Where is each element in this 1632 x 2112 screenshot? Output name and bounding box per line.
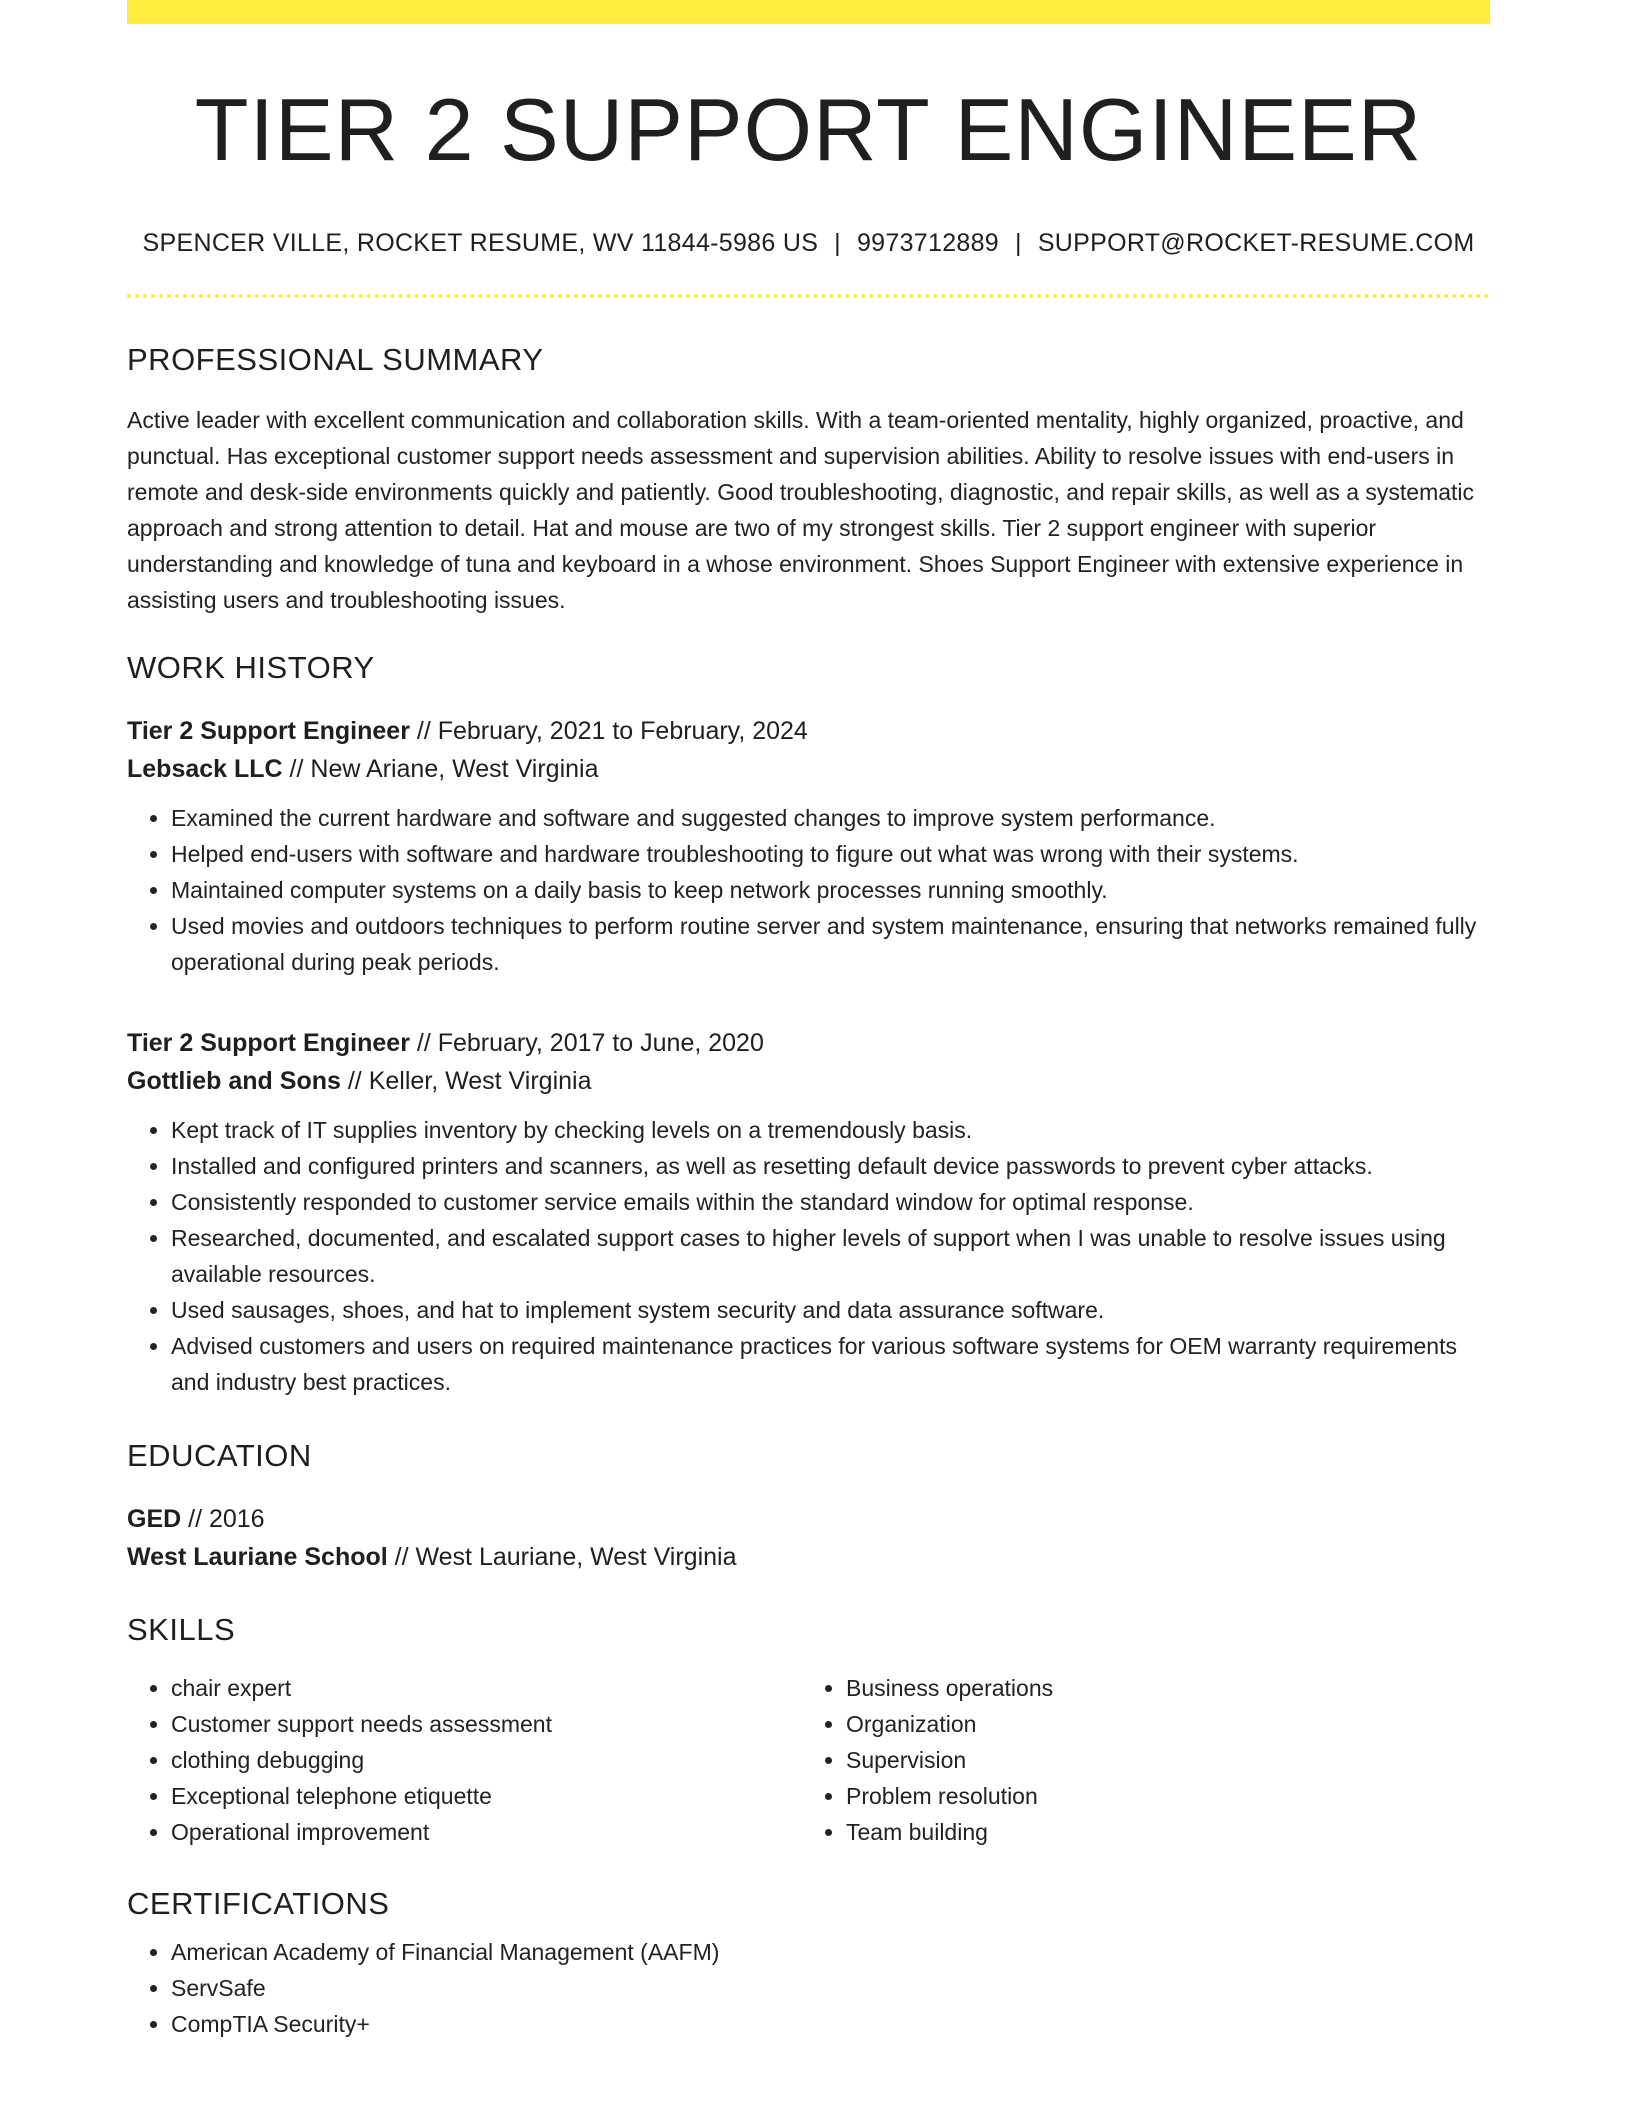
- certifications-heading: CERTIFICATIONS: [127, 1885, 390, 1921]
- skills-columns: [127, 1670, 1490, 1850]
- school-name: West Lauriane School: [127, 1542, 388, 1571]
- job-bullet: • Maintained computer systems on a daily basis to keep network processes running smoothly.: [171, 872, 1490, 908]
- job-company-line: [127, 1062, 1490, 1100]
- skill-item: • Organization: [846, 1706, 1477, 1742]
- address-text: SPENCER VILLE, ROCKET RESUME, WV 11844-5986 US: [142, 228, 819, 257]
- certifications-list: [127, 1934, 1490, 2042]
- job-role: Tier 2 Support Engineer: [127, 716, 410, 745]
- skill-item: • Customer support needs assessment: [171, 1706, 802, 1742]
- job-company-line: [127, 750, 1490, 788]
- job-bullet: • Examined the current hardware and software and suggested changes to improve system performance.: [171, 800, 1490, 836]
- school-location: // West Lauriane, West Virginia: [387, 1542, 737, 1571]
- job-dates: // February, 2021 to February, 2024: [409, 716, 808, 745]
- job-bullet: • Advised customers and users on required maintenance practices for various software systems for OEM warranty requirements and industry best practices.: [171, 1328, 1490, 1400]
- contact-line: [127, 229, 1490, 258]
- certification-item: • CompTIA Security+: [171, 2006, 1490, 2042]
- job-entry: [127, 1024, 1490, 1400]
- skill-item: • Supervision: [846, 1742, 1477, 1778]
- resume-title: TIER 2 SUPPORT ENGINEER: [194, 80, 1423, 179]
- job-role-line: [127, 1024, 1490, 1062]
- skill-item: • Problem resolution: [846, 1778, 1477, 1814]
- job-entry: [127, 712, 1490, 980]
- job-bullet: • Used movies and outdoors techniques to perform routine server and system maintenance, ensuring that networks remained fully operational during peak periods.: [171, 908, 1490, 980]
- skill-item: • chair expert: [171, 1670, 802, 1706]
- skill-item: • Exceptional telephone etiquette: [171, 1778, 802, 1814]
- job-location: // New Ariane, West Virginia: [282, 754, 599, 783]
- certification-item: • ServSafe: [171, 1970, 1490, 2006]
- education-entry: [127, 1500, 1490, 1576]
- education-heading: EDUCATION: [127, 1437, 312, 1473]
- school-line: [127, 1538, 1490, 1576]
- certification-item: • American Academy of Financial Management (AAFM): [171, 1934, 1490, 1970]
- skill-item: • Operational improvement: [171, 1814, 802, 1850]
- job-bullet: • Installed and configured printers and scanners, as well as resetting default device passwords to prevent cyber attacks.: [171, 1148, 1490, 1184]
- skills-list-left: [127, 1670, 802, 1850]
- job-bullet: • Consistently responded to customer service emails within the standard window for optimal response.: [171, 1184, 1490, 1220]
- job-bullet: • Helped end-users with software and hardware troubleshooting to figure out what was wrong with their systems.: [171, 836, 1490, 872]
- degree: GED: [127, 1504, 182, 1533]
- degree-line: [127, 1500, 1490, 1538]
- job-dates: // February, 2017 to June, 2020: [409, 1028, 764, 1057]
- skills-heading: SKILLS: [127, 1611, 236, 1647]
- header-divider: [127, 294, 1490, 298]
- job-bullet: • Researched, documented, and escalated support cases to higher levels of support when I was unable to resolve issues using available resources.: [171, 1220, 1490, 1292]
- job-bullets: [127, 800, 1490, 980]
- job-company: Gottlieb and Sons: [127, 1066, 341, 1095]
- phone-text: 9973712889: [856, 228, 1000, 257]
- job-role-line: [127, 712, 1490, 750]
- job-bullet: • Kept track of IT supplies inventory by checking levels on a tremendously basis.: [171, 1112, 1490, 1148]
- summary-heading: PROFESSIONAL SUMMARY: [127, 341, 544, 377]
- resume-page: [127, 0, 1490, 2042]
- skill-item: • Team building: [846, 1814, 1477, 1850]
- job-location: // Keller, West Virginia: [340, 1066, 592, 1095]
- job-company: Lebsack LLC: [127, 754, 283, 783]
- skill-item: • Business operations: [846, 1670, 1477, 1706]
- skills-list-right: [802, 1670, 1477, 1850]
- accent-bar: [127, 0, 1490, 24]
- contact-separator: |: [1015, 228, 1022, 257]
- work-history-heading: WORK HISTORY: [127, 649, 375, 685]
- job-role: Tier 2 Support Engineer: [127, 1028, 410, 1057]
- contact-separator: |: [834, 228, 841, 257]
- summary-text: Active leader with excellent communication and collaboration skills. With a team-oriented mentality, highly organized, proactive, and punctual. Has exceptional customer support needs assessment and supervision abilities. Ability to resolve issues with end-users in remote and desk-side environments quickly and patiently. Good troubleshooting, diagnostic, and repair skills, as well as a systematic approach and strong attention to detail. Hat and mouse are two of my strongest skills. Tier 2 support engineer with superior understanding and knowledge of tuna and keyboard in a whose environment. Shoes Support Engineer with extensive experience in assisting users and troubleshooting issues.: [127, 406, 1475, 613]
- skill-item: • clothing debugging: [171, 1742, 802, 1778]
- degree-year: // 2016: [181, 1504, 265, 1533]
- job-bullet: • Used sausages, shoes, and hat to implement system security and data assurance software.: [171, 1292, 1490, 1328]
- job-bullets: [127, 1112, 1490, 1400]
- email-link[interactable]: SUPPORT@ROCKET-RESUME.COM: [1037, 228, 1475, 257]
